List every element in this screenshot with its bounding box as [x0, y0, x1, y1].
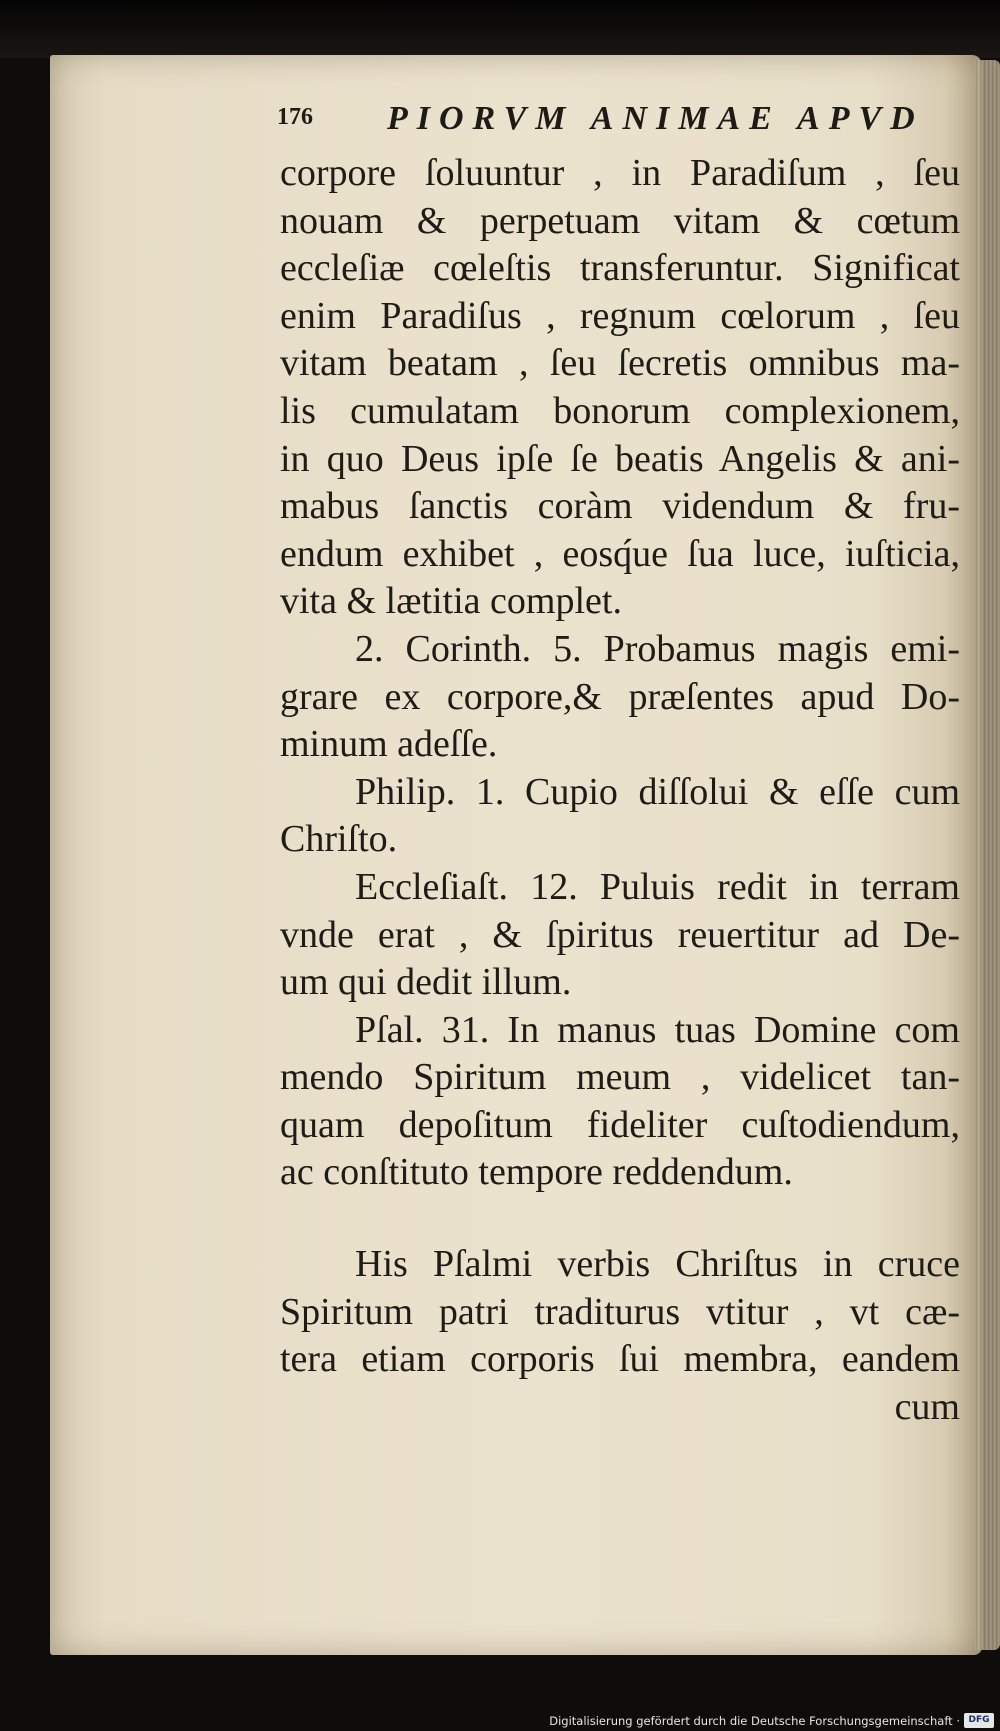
running-head [277, 100, 927, 136]
text-line: mabus ſanctis coràm videndum & fru- [280, 485, 960, 528]
text-line: ac conſtituto tempore reddendum. [280, 1151, 793, 1194]
text-line: lis cumulatam bonorum complexionem, [280, 389, 960, 432]
dfg-logo-icon: DFG [964, 1713, 994, 1728]
text-line: vita & lætitia complet. [280, 580, 622, 623]
text-line: 2. Corinth. 5. Probamus magis emi- [355, 627, 960, 670]
text-line: eccleſiæ cœleſtis transferuntur. Significat [280, 247, 960, 290]
scan-background-top [0, 0, 1000, 58]
text-line: His Pſalmi verbis Chriſtus in cruce [355, 1243, 960, 1286]
text-line: enim Paradiſus , regnum cœlorum , ſeu [280, 294, 960, 337]
text-line: Eccleſiaſt. 12. Puluis redit in terram [355, 865, 960, 908]
text-line: nouam & perpetuam vitam & cœtum [280, 199, 960, 242]
text-line: grare ex corpore,& præſentes apud Do- [280, 675, 960, 718]
text-block [280, 150, 960, 1431]
text-line: mendo Spiritum meum , videlicet tan- [280, 1056, 960, 1099]
text-line: Philip. 1. Cupio diſſolui & eſſe cum [355, 770, 960, 813]
text-line: endum exhibet , eosq́ue ſua luce, iuſticia, [280, 532, 960, 575]
text-line: Pſal. 31. In manus tuas Domine com [355, 1008, 960, 1051]
page-fore-edge [975, 60, 1000, 1650]
digitization-note: Digitalisierung gefördert durch die Deutsche Forschungsgemeinschaft · [549, 1714, 960, 1728]
text-line: quam depoſitum fideliter cuſtodiendum, [280, 1103, 960, 1146]
text-line: tera etiam corporis ſui membra, eandem [280, 1338, 960, 1381]
text-line: um qui dedit illum. [280, 961, 572, 1004]
text-line: vnde erat , & ſpiritus reuertitur ad De- [280, 913, 960, 956]
text-line: minum adeſſe. [280, 723, 498, 766]
text-line: Chriſto. [280, 818, 398, 861]
running-title: PIORVM ANIMAE APVD [387, 100, 924, 137]
text-line: vitam beatam , ſeu ſecretis omnibus ma- [280, 342, 960, 385]
text-line: in quo Deus ipſe ſe beatis Angelis & ani- [280, 437, 960, 480]
page-number: 176 [277, 104, 313, 130]
catchword: cum [894, 1385, 960, 1428]
text-line: Spiritum patri traditurus vtitur , vt cæ- [280, 1290, 960, 1333]
text-line: corpore ſoluuntur , in Paradiſum , ſeu [280, 152, 960, 194]
